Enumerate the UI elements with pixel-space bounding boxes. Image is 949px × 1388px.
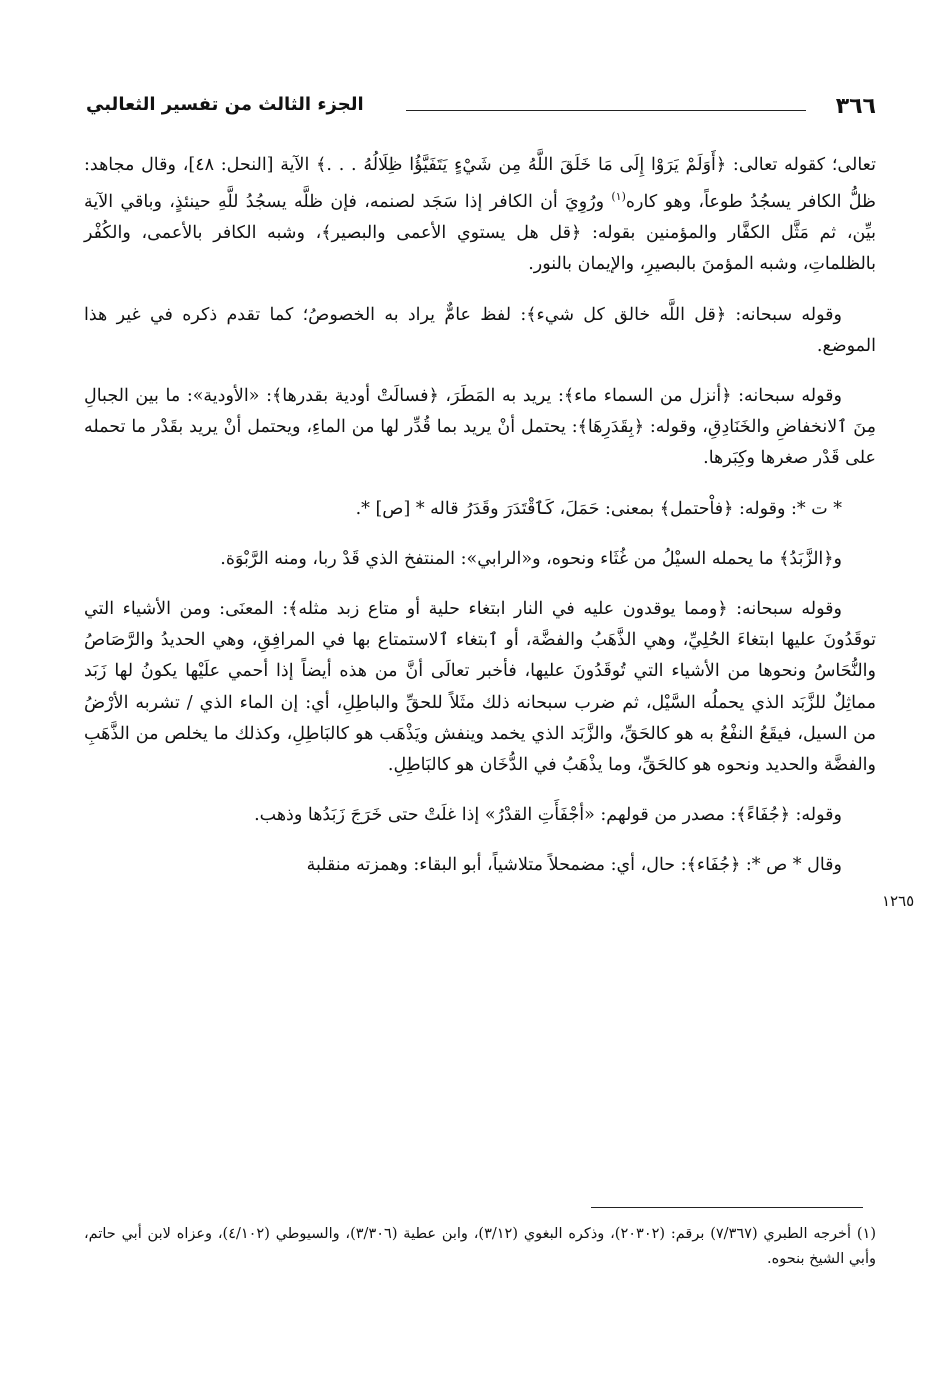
paragraph-6: وقوله سبحانه: ﴿ومما يوقدون عليه في النار ابتغاء حلية أو متاع زبد مثله﴾: المعنَى: ومن الأشياء التي توقَدُونَ عليها ابتغاءَ الحُلِيِّ، وهي الذَّهَبُ والفضَّة، أو ٱبتغاء ٱلاستمتاع بها في المرافِقِ، وهي الحديدُ والرَّصَاصُ والنُّحَاسُ ونحوها من الأشياء التي تُوقَدُونَ عليها، فأخبر تعالَى أنَّ من هذه أيضاً إذا أحمي علَيْها يكونُ لها زَبَد مماثِلٌ للزَّبَد الذي يحملُه السَّيْل، ثم ضرب سبحانه ذلك مثَلاً للحقِّ والباطِلِ، أي: إن الماء الذي / تشربه الأرْضُ من السيل، فيقَعُ النفْعُ به هو كالحَقِّ، والزَّبَد الذي يخمد وينفش ويَذْهَب هو كالبَاطِلِ، وكذلك ما يخلص من الذَّهَبِ والفضَّة والحديد ونحوه هو كالحَقِّ، وما يذْهَبُ في الدُّخَان هو كالبَاطِلِ. (84, 599, 876, 776)
footnote-rule (591, 1207, 863, 1208)
paragraph-3: وقوله سبحانه: ﴿أنزل من السماء ماء﴾: يريد به المَطَرَ، ﴿فسالَتْ أودية بقدرها﴾: «الأودية»: ما بين الجبالِ مِنَ ٱلانخفاضِ والخَنَادِقِ، وقوله: ﴿بِقَدَرِهَا﴾: يحتمل أنْ يريد بما قُدِّر لها من الماءِ، ويحتمل أنْ يريد بقَدْر ما تحمله على قَدْر صغرها وكِبَرها. (84, 386, 876, 469)
page-number: ٣٦٦ (835, 94, 876, 119)
page-header (86, 92, 876, 132)
manuscript-folio-marker: ١٢٦٥ (882, 892, 915, 910)
paragraph-1-continuation: ورُوِيَ أن الكافر إذا سَجَد لصنمه، فإن ظلَّه يسجُدُ للَّهِ حينئذٍ، وباقي الآية بيِّن، ثم مَثَّل الكفَّار والمؤمنين بقوله: ﴿قل هل يستوي الأعمى والبصير﴾، وشبه الكافر بالأعمى، والكُفْر بالظلماتِ، وشبه المؤمنَ بالبصيرِ، والإيمان بالنور. (84, 192, 876, 275)
paragraph-8: وقال * ص *: ﴿جُفَاء﴾: حال، أي: مضمحلاً متلاشياً، أبو البقاء: وهمزته منقلبة (306, 855, 842, 876)
paragraph-1 (84, 150, 876, 281)
main-text (84, 150, 876, 901)
paragraph-1-text: تعالى؛ كقوله تعالى: ﴿أَوَلَمْ يَرَوْا إِلَى مَا خَلَقَ اللَّهُ مِن شَيْءٍ يَتَفَيَّؤُا ظِلَالُهُ . . .﴾ الآية [النحل: ٤٨]، وقال مجاهد: ظلُّ الكافر يسجُدُ طوعاً، وهو كاره (84, 155, 876, 213)
header-rule (406, 110, 806, 111)
paragraph-7: وقوله: ﴿جُفَاءً﴾: مصدر من قولهم: «أجْفَأَتِ القدْرُ» إذا غلَتْ حتى خَرَجَ زَبَدُها وذهب. (254, 805, 842, 826)
footnote-1: (١) أخرجه الطبري (٧/٣٦٧) برقم: (٢٠٣٠٢)، وذكره البغوي (٣/١٢)، وابن عطية (٣/٣٠٦)، والسيوطي (٤/١٠٢)، وعزاه لابن أبي حاتم، وأبي الشيخ بنحوه. (84, 1226, 877, 1267)
paragraph-2: وقوله سبحانه: ﴿قل اللَّه خالق كل شيء﴾: لفظ عامٌّ يراد به الخصوصُ؛ كما تقدم ذكره في غير هذا الموضع. (84, 304, 876, 356)
footnote-reference: (١) (611, 190, 626, 204)
footnotes (84, 1222, 876, 1272)
paragraph-5: و﴿الزَّبَدُ﴾ ما يحمله السيْلُ من غُثَاء ونحوه، و«الرابي»: المنتفخ الذي قَدْ ربا، ومنه الرَّبْوَة. (220, 548, 842, 569)
running-title: الجزء الثالث من تفسير الثعالبي (86, 94, 364, 115)
paragraph-4: * ت *: وقوله: ﴿فاْحتمل﴾ بمعنى: حَمَلَ، كَٱقْتَدَرَ وقَدَرُ قاله * [ص] *. (355, 498, 842, 519)
